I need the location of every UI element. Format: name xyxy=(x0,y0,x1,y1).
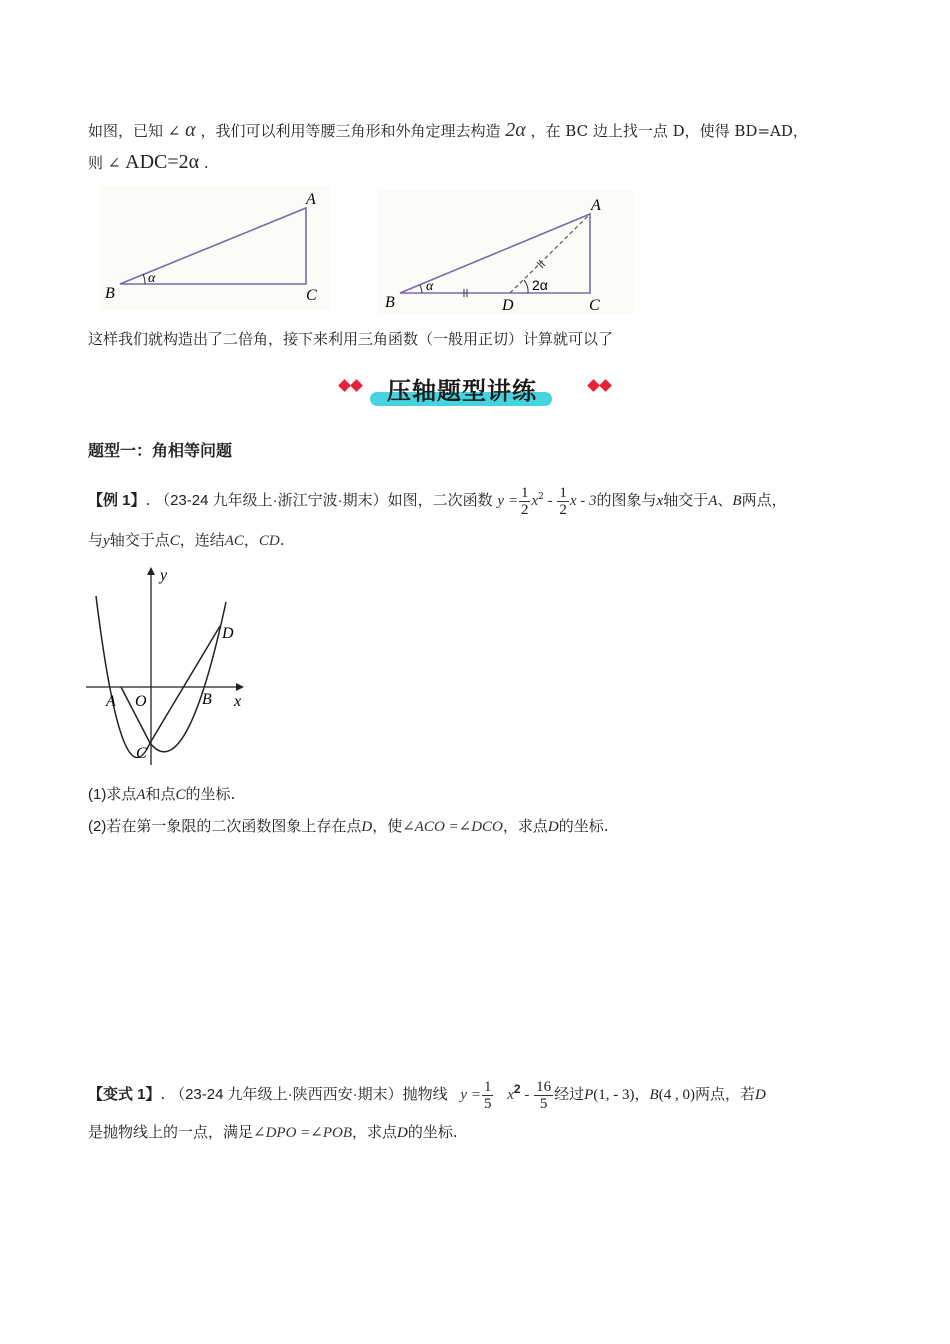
banner-title: 压轴题型讲练 xyxy=(387,376,537,405)
variant1-line-2 xyxy=(88,1120,458,1145)
parabola-graph xyxy=(84,560,254,770)
question-text: (1)求点 xyxy=(88,786,137,803)
numerator: 16 xyxy=(536,1078,552,1095)
intro-line-1 xyxy=(88,118,808,143)
intro-line-2 xyxy=(88,150,209,175)
fraction xyxy=(534,1079,553,1112)
denominator: 5 xyxy=(539,1095,548,1112)
point-a: A xyxy=(708,493,718,509)
point-b-label: B xyxy=(202,691,212,708)
exponent: 2 xyxy=(513,1082,521,1096)
angle-expression: ADC=2α xyxy=(125,151,200,173)
point-p: P xyxy=(584,1087,594,1103)
variant-text: 的坐标. xyxy=(407,1123,458,1141)
question-text: 的坐标. xyxy=(185,785,236,803)
variant-text: 经过 xyxy=(554,1085,585,1103)
variant-text: 是抛物线上的一点，满足 xyxy=(88,1123,254,1141)
denominator: 2 xyxy=(559,501,567,518)
denominator: 2 xyxy=(520,501,529,518)
point-c: C xyxy=(175,787,186,803)
parabola-curve xyxy=(96,596,226,758)
x-axis-label: x xyxy=(234,693,242,710)
example1-line-2 xyxy=(88,528,285,553)
triangle-figure-left xyxy=(100,186,330,310)
variant-text: ，求点 xyxy=(352,1123,398,1141)
diamond-icon xyxy=(599,379,612,392)
example-text: 与 xyxy=(88,531,104,549)
variant-label: 【变式 1】 xyxy=(88,1086,161,1103)
segment-ac: AC xyxy=(224,533,244,549)
punct: . xyxy=(145,491,151,509)
angle-equation: ∠DPO =∠POB xyxy=(253,1125,353,1141)
point-d: D xyxy=(397,1125,408,1141)
intro-text: ，在 BC 边上找一点 D，使得 BD=AD， xyxy=(530,122,808,140)
angle-symbol: ∠ xyxy=(167,122,181,140)
vertex-b-label: B xyxy=(105,285,115,302)
alpha-label: α xyxy=(426,279,434,294)
point-c-label: C xyxy=(136,745,147,762)
intro-text: . xyxy=(203,154,209,172)
point-d: D xyxy=(361,819,373,835)
example1-line-1 xyxy=(88,482,787,518)
equation-tail: x - 3 xyxy=(569,493,597,509)
numerator: 1 xyxy=(483,1078,492,1095)
conclusion-text: 这样我们就构造出了二倍角，接下来利用三角函数（一般用正切）计算就可以了 xyxy=(88,330,614,348)
variant1-line-1 xyxy=(88,1072,766,1112)
numerator: 1 xyxy=(520,484,529,501)
example-text: 轴交于点 xyxy=(109,531,170,549)
question-text: ，求点 xyxy=(502,817,548,835)
angle-symbol: ∠ xyxy=(107,154,121,172)
var-x: x xyxy=(656,493,664,509)
operator: - xyxy=(543,493,557,509)
variant-text: 抛物线 xyxy=(402,1085,448,1103)
vertex-a-label: A xyxy=(591,197,601,214)
vertex-c-label: C xyxy=(589,297,600,314)
intro-text: 则 xyxy=(88,154,104,172)
point-b: B xyxy=(649,1087,659,1103)
diamond-icon xyxy=(338,379,351,392)
intro-text: 如图，已知 xyxy=(88,122,164,140)
point-p-coord: (1, - 3) xyxy=(593,1087,635,1103)
point-a-label: A xyxy=(106,693,116,710)
example-text: 的图象与 xyxy=(596,491,657,509)
example-text: 如图，二次函数 xyxy=(387,491,493,509)
example-text: ，连结 xyxy=(179,531,225,549)
question-2 xyxy=(88,814,609,839)
punct: 、 xyxy=(717,491,733,509)
punct: ， xyxy=(243,531,259,549)
example-source: （23-24 九年级上·浙江宁波·期末） xyxy=(155,492,388,509)
numerator: 1 xyxy=(559,484,567,501)
point-d-label: D xyxy=(222,625,234,642)
var-y: y xyxy=(103,533,110,549)
vertex-b-label: B xyxy=(385,294,395,311)
point-a: A xyxy=(136,787,146,803)
denominator: 5 xyxy=(483,1095,492,1112)
example-text: 两点， xyxy=(741,491,787,509)
x-axis-arrow-icon xyxy=(236,683,244,691)
punct: . xyxy=(279,531,285,549)
operator: - xyxy=(520,1087,534,1103)
question-1 xyxy=(88,782,235,807)
vertex-a-label: A xyxy=(306,191,316,208)
alpha-label: α xyxy=(148,271,156,286)
question-text: 和点 xyxy=(145,785,176,803)
point-c: C xyxy=(169,533,180,549)
question-text: ，使 xyxy=(372,817,403,835)
vertex-c-label: C xyxy=(306,287,317,304)
equation-y: y = xyxy=(497,493,518,509)
point-d: D xyxy=(754,1087,766,1103)
origin-label: O xyxy=(135,693,147,710)
y-axis-label: y xyxy=(160,567,168,584)
y-axis-arrow-icon xyxy=(147,567,155,575)
angle-equation: ∠ACO =∠DCO xyxy=(402,819,503,835)
exponent: 2 xyxy=(538,492,544,502)
variant-source: （23-24 九年级上·陕西西安·期末） xyxy=(170,1086,403,1103)
var-x: x xyxy=(507,1087,514,1103)
vertex-d-label: D xyxy=(502,297,514,314)
example-label: 【例 1】 xyxy=(88,492,146,509)
point-d: D xyxy=(547,819,559,835)
triangle-figure-right xyxy=(378,190,634,314)
two-alpha: 2α xyxy=(505,119,526,141)
section-title: 题型一：角相等问题 xyxy=(88,443,233,460)
point-b-coord: (4 , 0) xyxy=(658,1087,695,1103)
fraction xyxy=(557,485,569,518)
intro-text: ，我们可以利用等腰三角形和外角定理去构造 xyxy=(200,122,501,140)
fraction xyxy=(519,485,531,518)
punct: . xyxy=(160,1085,166,1103)
example-text: 轴交于 xyxy=(663,491,709,509)
equation-y: y = xyxy=(460,1087,481,1103)
point-b: B xyxy=(732,493,742,509)
fraction xyxy=(482,1079,494,1112)
question-text: 的坐标. xyxy=(558,817,609,835)
alpha-symbol: α xyxy=(185,119,196,141)
punct: ， xyxy=(634,1085,650,1103)
variant-text: 两点，若 xyxy=(694,1085,755,1103)
var-x: x xyxy=(531,493,539,509)
diamond-icon xyxy=(587,379,600,392)
segment-cd xyxy=(150,626,220,743)
question-text: (2)若在第一象限的二次函数图象上存在点 xyxy=(88,818,362,835)
two-alpha-label: 2α xyxy=(532,277,548,293)
segment-cd: CD xyxy=(258,533,280,549)
diamond-icon xyxy=(350,379,363,392)
